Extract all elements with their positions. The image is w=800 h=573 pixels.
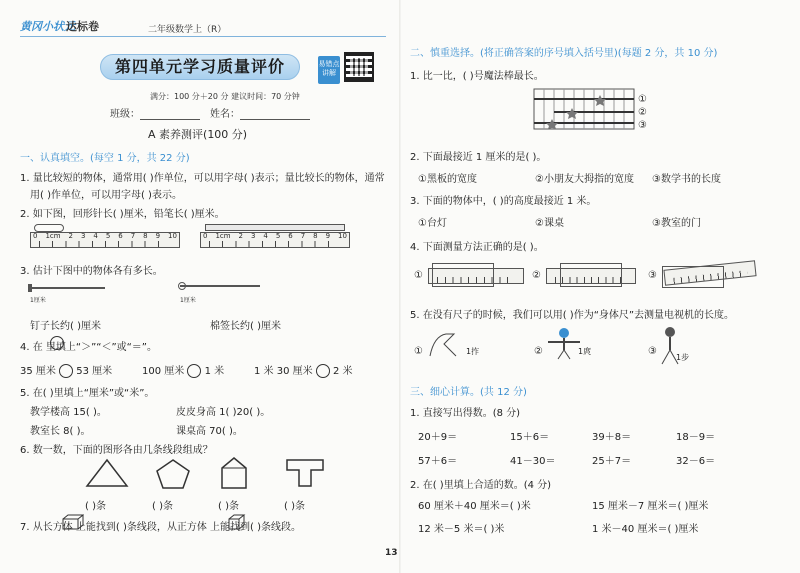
measure-object-2 bbox=[560, 263, 622, 287]
measure-object-3 bbox=[662, 266, 724, 288]
choice-3-c: ③教室的门 bbox=[652, 218, 701, 229]
question-7: 7. 从长方体 上能找到( )条线段，从正方体 上能找到( )条线段。 bbox=[20, 522, 302, 533]
calc-2-a[interactable]: 60 厘米＋40 厘米＝( )米 bbox=[418, 501, 531, 512]
pencil-icon bbox=[205, 224, 345, 231]
calc-1-row1-b[interactable]: 15＋6＝ bbox=[510, 432, 550, 443]
choice-3: 3. 下面的物体中，( )的高度最接近 1 米。 bbox=[410, 196, 597, 207]
page-title: 第四单元学习质量评价 bbox=[100, 54, 300, 80]
ruler-number: 10 bbox=[338, 232, 347, 240]
compare-circle-2[interactable] bbox=[187, 364, 201, 378]
section-3-title: 三、细心计算。(共 12 分) bbox=[410, 387, 527, 398]
calc-1-row1-a[interactable]: 20＋9＝ bbox=[418, 432, 458, 443]
calc-1-row1-c[interactable]: 39＋8＝ bbox=[592, 432, 632, 443]
q4-item-1: 35 厘米 53 厘米 bbox=[20, 366, 113, 377]
calc-2: 2. 在( )里填上合适的数。(4 分) bbox=[410, 480, 552, 491]
question-4: 4. 在 里填上“＞”“＜”或“＝”。 bbox=[20, 342, 157, 353]
calc-1-row2-c[interactable]: 25＋7＝ bbox=[592, 456, 632, 467]
calc-1-row2-d[interactable]: 32－6＝ bbox=[676, 456, 716, 467]
wand-option-3: ③ bbox=[638, 120, 647, 131]
header-divider bbox=[20, 36, 386, 37]
body-ruler-1-unit: 1拃 bbox=[466, 347, 480, 356]
ruler-number: 0 bbox=[33, 232, 38, 240]
calc-1-row2-a[interactable]: 57＋6＝ bbox=[418, 456, 458, 467]
swab-scale: 1厘米 bbox=[180, 297, 196, 304]
ruler-number: 3 bbox=[80, 232, 86, 240]
name-label: 姓名： bbox=[210, 109, 240, 120]
ruler-number: 8 bbox=[143, 232, 148, 240]
qr-label: 易错点讲解 bbox=[318, 56, 340, 84]
measure-object-1 bbox=[432, 263, 494, 287]
ruler-number: 3 bbox=[250, 232, 256, 240]
ruler-pencil bbox=[200, 232, 350, 248]
choice-2-c: ③数学书的长度 bbox=[652, 174, 721, 185]
t-shape-answer[interactable]: ( )条 bbox=[284, 501, 305, 512]
choice-1: 1. 比一比，( )号魔法棒最长。 bbox=[410, 71, 544, 82]
body-ruler-3-unit: 1步 bbox=[676, 353, 690, 362]
t-shape-icon bbox=[285, 458, 325, 488]
cube-icon bbox=[228, 514, 246, 530]
name-input-line[interactable] bbox=[240, 110, 310, 120]
nail-head-icon bbox=[28, 284, 32, 292]
question-1b: 用( )作单位，可以用字母( )表示。 bbox=[30, 190, 182, 201]
class-field bbox=[110, 105, 200, 120]
question-5: 5. 在( )里填上“厘米”或“米”。 bbox=[20, 388, 155, 399]
calc-1-row1-d[interactable]: 18－9＝ bbox=[676, 432, 716, 443]
section-2-title: 二、慎重选择。(将正确答案的序号填入括号里)(每题 2 分，共 10 分) bbox=[410, 48, 718, 59]
ruler-number: 6 bbox=[118, 232, 123, 240]
question-3: 3. 估计下图中的物体各有多长。 bbox=[20, 266, 163, 277]
q5-item-4: 课桌高 70( )。 bbox=[176, 426, 243, 437]
compare-circle-icon bbox=[50, 336, 64, 350]
swab-tip-icon bbox=[178, 282, 186, 290]
q5-item-1: 教学楼高 15( )。 bbox=[30, 407, 107, 418]
ruler-number: 0 bbox=[203, 232, 208, 240]
page-number: 13 bbox=[385, 548, 398, 558]
q4-item-2: 100 厘米 1 米 bbox=[142, 366, 225, 377]
calc-2-c[interactable]: 12 米－5 米＝( )米 bbox=[418, 524, 505, 535]
brand-logo: 黄冈小状元 bbox=[20, 20, 75, 33]
pentagon-answer[interactable]: ( )条 bbox=[152, 501, 173, 512]
wand-option-2: ② bbox=[638, 107, 647, 118]
ruler-number: 10 bbox=[168, 232, 177, 240]
question-6: 6. 数一数，下面的图形各由几条线段组成？ bbox=[20, 445, 213, 456]
ruler-number: 1cm bbox=[215, 232, 231, 240]
ruler-number: 7 bbox=[130, 232, 136, 240]
ruler-number: 4 bbox=[93, 232, 98, 240]
measure-option-3: ③ bbox=[648, 270, 657, 281]
cuboid-icon bbox=[62, 514, 84, 530]
ruler-number: 7 bbox=[300, 232, 306, 240]
choice-3-b: ②课桌 bbox=[535, 218, 564, 229]
hand-span-icon bbox=[426, 330, 466, 358]
page-gutter bbox=[399, 0, 401, 573]
body-ruler-2-unit: 1庹 bbox=[578, 347, 592, 356]
class-input-line[interactable] bbox=[140, 110, 200, 120]
choice-2-a: ①黑板的宽度 bbox=[418, 174, 477, 185]
question-2: 2. 如下图，回形针长( )厘米，铅笔长( )厘米。 bbox=[20, 209, 225, 220]
q5-item-3: 教室长 8( )。 bbox=[30, 426, 91, 437]
name-field bbox=[210, 105, 310, 120]
triangle-icon bbox=[85, 458, 129, 488]
brand-subtitle: 达标卷 bbox=[66, 20, 99, 33]
pentagon-icon bbox=[155, 458, 191, 490]
body-ruler-2-num: ② bbox=[534, 346, 543, 357]
house-answer[interactable]: ( )条 bbox=[218, 501, 239, 512]
compare-circle-1[interactable] bbox=[59, 364, 73, 378]
body-ruler-3-num: ③ bbox=[648, 346, 657, 357]
q4-item-3: 1 米 30 厘米 2 米 bbox=[254, 366, 353, 377]
grade-label: 二年级数学上（R） bbox=[148, 25, 227, 35]
ruler-number: 8 bbox=[313, 232, 318, 240]
ruler-number: 1cm bbox=[45, 232, 61, 240]
compare-circle-3[interactable] bbox=[316, 364, 330, 378]
measure-option-1: ① bbox=[414, 270, 423, 281]
ruler-paperclip bbox=[30, 232, 180, 248]
choice-5: 5. 在没有尺子的时候，我们可以用( )作为“身体尺”去测量电视机的长度。 bbox=[410, 310, 735, 321]
score-line: 满分：100 分＋20 分 建议时间：70 分钟 bbox=[150, 92, 300, 101]
ruler-number: 2 bbox=[68, 232, 73, 240]
question-1a: 1. 量比较短的物体，通常用( )作单位，可以用字母( )表示；量比较长的物体，通常 bbox=[20, 173, 385, 184]
magic-wand-grid bbox=[530, 88, 650, 130]
ruler-number: 6 bbox=[288, 232, 293, 240]
ruler-number: 2 bbox=[238, 232, 243, 240]
measure-option-2: ② bbox=[532, 270, 541, 281]
calc-1-row2-b[interactable]: 41－30＝ bbox=[510, 456, 556, 467]
house-shape-icon bbox=[220, 456, 248, 490]
ruler-number: 5 bbox=[105, 232, 111, 240]
wand-option-1: ① bbox=[638, 94, 647, 105]
section-1-title: 一、认真填空。(每空 1 分，共 22 分) bbox=[20, 153, 190, 164]
choice-4: 4. 下面测量方法正确的是( )。 bbox=[410, 242, 544, 253]
calc-1: 1. 直接写出得数。(8 分) bbox=[410, 408, 521, 419]
section-a-title: A 素养测评(100 分) bbox=[148, 128, 248, 141]
swab-length: 棉签长约( )厘米 bbox=[210, 321, 281, 332]
nail-icon bbox=[30, 287, 105, 289]
calc-2-d[interactable]: 1 米－40 厘米＝( )厘米 bbox=[592, 524, 699, 535]
triangle-answer[interactable]: ( )条 bbox=[85, 501, 106, 512]
nail-scale: 1厘米 bbox=[30, 297, 46, 304]
choice-2: 2. 下面最接近 1 厘米的是( )。 bbox=[410, 152, 547, 163]
class-label: 班级： bbox=[110, 109, 140, 120]
paperclip-icon bbox=[34, 224, 64, 232]
q5-item-2: 皮皮身高 1( )20( )。 bbox=[176, 407, 271, 418]
ruler-number: 5 bbox=[275, 232, 281, 240]
ruler-number: 4 bbox=[263, 232, 268, 240]
ruler-number: 9 bbox=[325, 232, 331, 240]
nail-length: 钉子长约( )厘米 bbox=[30, 321, 101, 332]
calc-2-b[interactable]: 15 厘米－7 厘米＝( )厘米 bbox=[592, 501, 709, 512]
qr-code-icon[interactable] bbox=[344, 52, 374, 82]
cotton-swab-icon bbox=[180, 285, 260, 287]
body-ruler-1-num: ① bbox=[414, 346, 423, 357]
ruler-number: 9 bbox=[155, 232, 161, 240]
arm-span-icon bbox=[546, 326, 582, 360]
choice-2-b: ②小朋友大拇指的宽度 bbox=[535, 174, 634, 185]
choice-3-a: ①台灯 bbox=[418, 218, 447, 229]
